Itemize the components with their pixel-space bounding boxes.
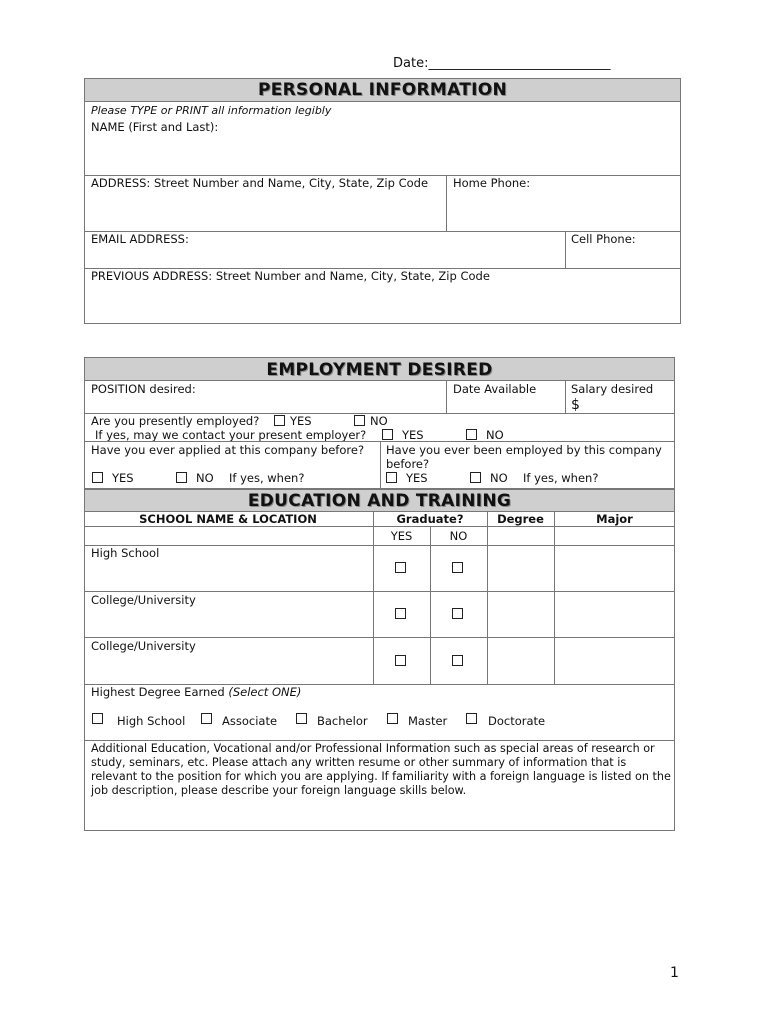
employed-before-question: Have you ever been employed by this company before? <box>386 443 662 471</box>
college-1-graduate-no-checkbox[interactable] <box>452 608 463 619</box>
high-school-major-input[interactable] <box>556 547 674 590</box>
divider <box>84 740 675 741</box>
name-input[interactable] <box>85 136 680 174</box>
presently-employed-no-checkbox[interactable] <box>354 415 365 426</box>
divider <box>380 441 381 489</box>
salary-desired-label: Salary desired <box>571 382 654 396</box>
high-school-graduate-no-checkbox[interactable] <box>452 562 463 573</box>
degree-doctorate-checkbox[interactable] <box>466 713 477 724</box>
additional-education-text: Additional Education, Vocational and/or Professional Information such as special areas of research or study, seminars, etc. Please attach any written resume or other summary of information that is relevant to the position for which you are applying. If familiarity with a foreign language is listed on the job description, please describe your foreign language skills below. <box>91 742 671 797</box>
contact-employer-no-checkbox[interactable] <box>466 429 477 440</box>
degree-master-checkbox[interactable] <box>387 713 398 724</box>
no-label: NO <box>370 414 388 428</box>
email-label: EMAIL ADDRESS: <box>91 232 189 246</box>
degree-associate-checkbox[interactable] <box>201 713 212 724</box>
degree-high-school-checkbox[interactable] <box>92 713 103 724</box>
additional-education-input[interactable] <box>85 800 674 830</box>
page-number: 1 <box>670 965 679 981</box>
high-school-graduate-yes-checkbox[interactable] <box>395 562 406 573</box>
no-label: NO <box>486 428 504 442</box>
presently-employed-question: Are you presently employed? <box>91 414 260 428</box>
divider <box>84 526 675 527</box>
education-row-label: High School <box>91 546 160 560</box>
position-label: POSITION desired: <box>91 382 196 396</box>
yes-label: YES <box>406 471 428 485</box>
education-training-header: EDUCATION AND TRAINING <box>84 489 675 512</box>
previous-address-label: PREVIOUS ADDRESS: Street Number and Name, City, State, Zip Code <box>91 269 490 283</box>
major-column-header: Major <box>596 512 633 526</box>
salary-dollar-sign: $ <box>571 397 580 413</box>
no-label: NO <box>196 471 214 485</box>
degree-option-label: Associate <box>222 714 278 728</box>
degree-bachelor-checkbox[interactable] <box>296 713 307 724</box>
home-phone-label: Home Phone: <box>453 176 531 190</box>
college-1-major-input[interactable] <box>556 593 674 636</box>
education-row-label: College/University <box>91 593 196 607</box>
divider <box>446 380 447 413</box>
cell-phone-label: Cell Phone: <box>571 232 636 246</box>
applied-before-yes-checkbox[interactable] <box>92 472 103 483</box>
divider <box>446 175 447 231</box>
home-phone-input[interactable] <box>448 192 680 230</box>
college-2-degree-input[interactable] <box>489 639 553 682</box>
previous-address-input[interactable] <box>85 285 680 323</box>
college-2-major-input[interactable] <box>556 639 674 682</box>
divider <box>373 545 675 546</box>
divider <box>554 511 555 684</box>
date-available-input[interactable] <box>448 396 564 412</box>
degree-column-header: Degree <box>497 512 544 526</box>
college-2-graduate-no-checkbox[interactable] <box>452 655 463 666</box>
divider <box>565 231 566 269</box>
contact-employer-question: If yes, may we contact your present employer? <box>95 428 367 442</box>
degree-option-label: Doctorate <box>488 714 546 728</box>
personal-information-header: PERSONAL INFORMATION <box>84 78 681 102</box>
date-available-label: Date Available <box>453 382 537 396</box>
employed-before-no-checkbox[interactable] <box>470 472 481 483</box>
divider <box>430 526 431 684</box>
graduate-no-header: NO <box>449 529 468 543</box>
salary-input[interactable] <box>585 396 673 412</box>
employment-desired-header: EMPLOYMENT DESIRED <box>84 357 675 381</box>
yes-label: YES <box>402 428 424 442</box>
college-2-graduate-yes-checkbox[interactable] <box>395 655 406 666</box>
name-label: NAME (First and Last): <box>91 120 219 134</box>
divider <box>373 511 374 684</box>
address-label: ADDRESS: Street Number and Name, City, State, Zip Code <box>91 176 429 190</box>
contact-employer-yes-checkbox[interactable] <box>382 429 393 440</box>
divider <box>565 380 566 413</box>
address-input[interactable] <box>85 192 445 230</box>
graduate-column-header: Graduate? <box>396 512 464 526</box>
position-input[interactable] <box>85 396 445 412</box>
degree-option-label: High School <box>117 714 186 728</box>
yes-label: YES <box>112 471 134 485</box>
applied-before-question: Have you ever applied at this company before? <box>91 443 365 457</box>
date-field[interactable]: Date:____________________________ <box>393 56 611 71</box>
degree-option-label: Master <box>408 714 448 728</box>
presently-employed-yes-checkbox[interactable] <box>274 415 285 426</box>
high-school-degree-input[interactable] <box>489 547 553 590</box>
education-row-label: College/University <box>91 639 196 653</box>
employed-before-yes-checkbox[interactable] <box>386 472 397 483</box>
applied-before-no-checkbox[interactable] <box>176 472 187 483</box>
divider <box>84 591 675 592</box>
degree-option-label: Bachelor <box>317 714 368 728</box>
email-input[interactable] <box>85 248 563 268</box>
instructions-text: Please TYPE or PRINT all information legibly <box>91 104 332 117</box>
highest-degree-label <box>91 685 301 699</box>
graduate-yes-header: YES <box>390 529 413 543</box>
yes-label: YES <box>290 414 312 428</box>
school-column-header: SCHOOL NAME & LOCATION <box>139 512 317 526</box>
highest-degree-label-text: Highest Degree Earned <box>91 685 225 699</box>
cell-phone-input[interactable] <box>567 248 679 268</box>
college-1-degree-input[interactable] <box>489 593 553 636</box>
college-1-graduate-yes-checkbox[interactable] <box>395 608 406 619</box>
if-yes-when-label: If yes, when? <box>229 471 305 485</box>
if-yes-when-label: If yes, when? <box>523 471 599 485</box>
no-label: NO <box>490 471 508 485</box>
highest-degree-note: (Select ONE) <box>228 685 302 699</box>
divider <box>84 637 675 638</box>
divider <box>487 511 488 684</box>
